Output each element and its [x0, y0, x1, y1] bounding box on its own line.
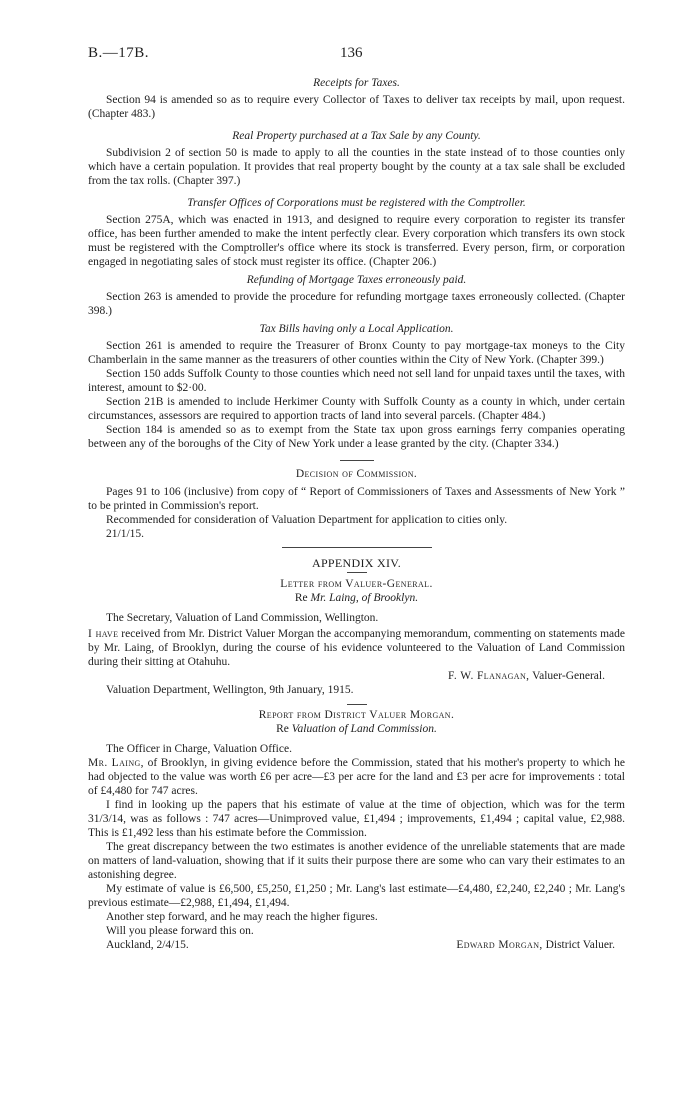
signature-title: Valuer-General.	[529, 670, 605, 682]
paragraph: Subdivision 2 of section 50 is made to apply to all the counties in the state instead of to those counties only which have a certain population. It provides that real property bought by the county at a tax sale shall be excluded from the tax rolls. (Chapter 397.)	[88, 147, 625, 187]
divider	[340, 460, 374, 461]
report-paragraph: Another step forward, and he may reach the higher figures.	[106, 911, 378, 923]
report-paragraph: The great discrepancy between the two estimates is another evidence of the unreliable statements that are made on matters of land-valuation, showing that if it suits their purpose there are some who can vary their estimates to an astonishing degree.	[88, 841, 625, 881]
report-paragraph: Will you please forward this on.	[106, 925, 254, 937]
report-text: of Brooklyn, in giving evidence before the Commission, stated that his mother's property to which he had objected to the value was worth £6 per acre—£3 per acre for the land and £3 per acre for improvements : total of £4,480 for 747 acres.	[88, 757, 625, 797]
paragraph: Section 263 is amended to provide the procedure for refunding mortgage taxes erroneously collected. (Chapter 398.)	[88, 291, 625, 317]
report-paragraph: I find in looking up the papers that his estimate of value at the time of objection, which was for the term 31/3/14, was as follows : 747 acres—Unimproved value, £1,494 ; improvements, £1,494 ; capital value, £2,988. This is £1,492 less than his estimate before the Commission.	[88, 799, 625, 839]
re-prefix: Re	[276, 723, 289, 735]
page-body	[88, 76, 625, 952]
letter-place-date: Valuation Department, Wellington, 9th January, 1915.	[106, 684, 354, 696]
letter-addressee: The Secretary, Valuation of Land Commission, Wellington.	[106, 612, 379, 624]
signature-title: District Valuer.	[542, 939, 615, 951]
lead-name: Mr. Laing,	[88, 757, 144, 769]
report-signature	[456, 938, 625, 952]
letter-heading: Letter from Valuer-General.	[280, 578, 433, 590]
section-heading-tax-bills: Tax Bills having only a Local Application.	[259, 323, 454, 335]
divider	[282, 547, 432, 548]
letter-signature	[88, 669, 625, 683]
appendix-title: APPENDIX XIV.	[311, 556, 402, 570]
report-footer	[88, 938, 625, 952]
page-header	[88, 46, 625, 66]
paragraph: Section 21B is amended to include Herkimer County with Suffolk County as a county in which, under certain circumstances, assessors are required to apportion tracts of land into several parcels. (Chapter 484.)	[88, 396, 625, 422]
letter-re-line	[88, 591, 625, 605]
report-addressee: The Officer in Charge, Valuation Office.	[106, 743, 292, 755]
letter-text: received from Mr. District Valuer Morgan the accompanying memorandum, commenting on statements made by Mr. Laing, of Brooklyn, during the course of his evidence volunteered to the Valuation of Land Commission during their sitting at Otahuhu.	[88, 628, 625, 668]
paragraph: Pages 91 to 106 (inclusive) from copy of “ Report of Commissioners of Taxes and Assessments of New York ” to be printed in Commission's report.	[88, 486, 625, 512]
letter-re-subject: Mr. Laing, of Brooklyn.	[310, 592, 419, 604]
divider	[347, 704, 367, 705]
signature-name: Edward Morgan,	[456, 939, 543, 951]
re-prefix: Re	[294, 592, 308, 604]
report-re-line	[88, 722, 625, 736]
section-heading-receipts: Receipts for Taxes.	[313, 77, 400, 89]
paragraph: Section 184 is amended so as to exempt from the State tax upon gross earnings ferry companies operating between any of the boroughs of the City of New York under a lease granted by the city. (Chapter 334.)	[88, 424, 625, 450]
paragraph: Section 261 is amended to require the Treasurer of Bronx County to pay mortgage-tax moneys to the City Chamberlain in the same manner as the treasurers of other counties within the City of New York. (Chapter 399.)	[88, 340, 625, 366]
report-paragraph: My estimate of value is £6,500, £5,250, £1,250 ; Mr. Lang's last estimate—£4,480, £2,240, £2,240 ; Mr. Lang's previous estimate—£2,988, £1,494, £1,494.	[88, 883, 625, 909]
divider	[347, 572, 367, 573]
section-heading-transfer-offices: Transfer Offices of Corporations must be registered with the Comptroller.	[187, 197, 526, 209]
decision-date: 21/1/15.	[106, 528, 145, 540]
paragraph: Section 94 is amended so as to require every Collector of Taxes to deliver tax receipts by mail, upon request. (Chapter 483.)	[88, 94, 625, 120]
lead-word: I have	[88, 628, 119, 640]
paragraph: Recommended for consideration of Valuation Department for application to cities only.	[106, 514, 508, 526]
letter-body	[88, 627, 625, 669]
signature-name: F. W. Flanagan,	[448, 670, 530, 682]
section-heading-refunding: Refunding of Mortgage Taxes erroneously paid.	[246, 274, 467, 286]
paragraph: Section 275A, which was enacted in 1913, and designed to require every corporation to register its transfer office, has been further amended to make the intent perfectly clear. Every corporation which transfers its own stock must be registered with the Comptroller's office where its stock is transferred. Every person, firm, or corporation engaged in negotiating sales of stock must register its office. (Chapter 206.)	[88, 214, 625, 268]
report-re-subject: Valuation of Land Commission.	[291, 723, 437, 735]
section-heading-real-property: Real Property purchased at a Tax Sale by any County.	[232, 130, 481, 142]
decision-heading: Decision of Commission.	[295, 468, 418, 480]
report-heading: Report from District Valuer Morgan.	[258, 709, 455, 721]
report-paragraph	[88, 756, 625, 798]
report-place-date: Auckland, 2/4/15.	[106, 939, 189, 951]
page-number: 136	[340, 45, 363, 61]
paragraph: Section 150 adds Suffolk County to those counties which need not sell land for unpaid taxes until the taxes, with interest, amount to $2·00.	[88, 368, 625, 394]
document-reference: B.—17B.	[88, 45, 150, 61]
